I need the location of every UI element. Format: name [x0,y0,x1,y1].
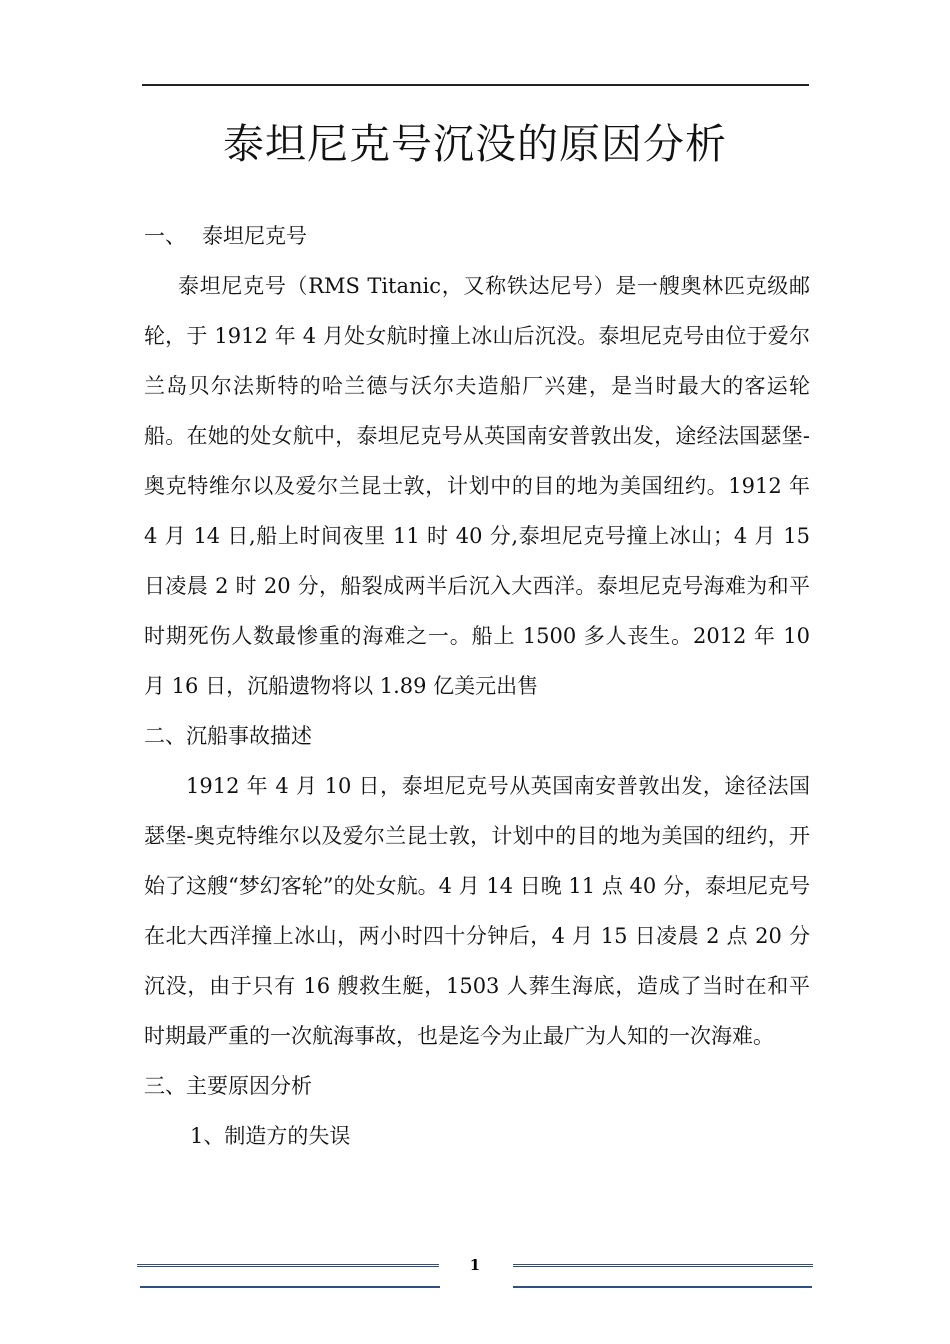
footer-rule-left-top [137,1264,439,1270]
section-heading-2: 二、沉船事故描述 [144,724,312,748]
header-rule [142,84,809,86]
section-paragraph-1: 泰坦尼克号（RMS Titanic，又称铁达尼号）是一艘奥林匹克级邮轮，于 1912 年 4 月处女航时撞上冰山后沉没。泰坦尼克号由位于爱尔兰岛贝尔法斯特的哈兰德与沃尔夫造船厂兴建，是当时最大的客运轮船。在她的处女航中，泰坦尼克号从英国南安普敦出发，途经法国瑟堡-奥克特维尔以及爱尔兰昆士敦，计划中的目的地为美国纽约。1912 年 4 月 14 日,船上时间夜里 11 时 40 分,泰坦尼克号撞上冰山；4 月 15 日凌晨 2 时 20 分，船裂成两半后沉入大西洋。泰坦尼克号海难为和平时期死伤人数最惨重的海难之一。船上 1500 多人丧生。2012 年 10 月 16 日，沉船遗物将以 1.89 亿美元出售 [144,274,810,698]
footer-rule-left-bottom [140,1286,440,1288]
footer-rule-right-top [513,1264,813,1270]
page-footer [0,1254,950,1294]
document-body [144,211,810,1161]
section-heading-1 [144,211,810,261]
section-title: 泰坦尼克号 [202,224,307,248]
page-number: 1 [469,1256,481,1274]
section-heading-3: 三、主要原因分析 [144,1074,312,1098]
footer-rule-right-bottom [513,1286,812,1288]
section-paragraph-2: 1912 年 4 月 10 日，泰坦尼克号从英国南安普敦出发，途径法国瑟堡-奥克特维尔以及爱尔兰昆士敦，计划中的目的地为美国的纽约，开始了这艘“梦幻客轮”的处女航。4 月 14 日晚 11 点 40 分，泰坦尼克号在北大西洋撞上冰山，两小时四十分钟后，4 月 15 日凌晨 2 点 20 分沉没，由于只有 16 艘救生艇，1503 人葬生海底，造成了当时在和平时期最严重的一次航海事故，也是迄今为止最广为人知的一次海难。 [144,774,810,1048]
section-number: 一、 [144,224,186,248]
subsection-heading: 1、制造方的失误 [190,1124,351,1148]
document-title: 泰坦尼克号沉没的原因分析 [223,120,727,168]
